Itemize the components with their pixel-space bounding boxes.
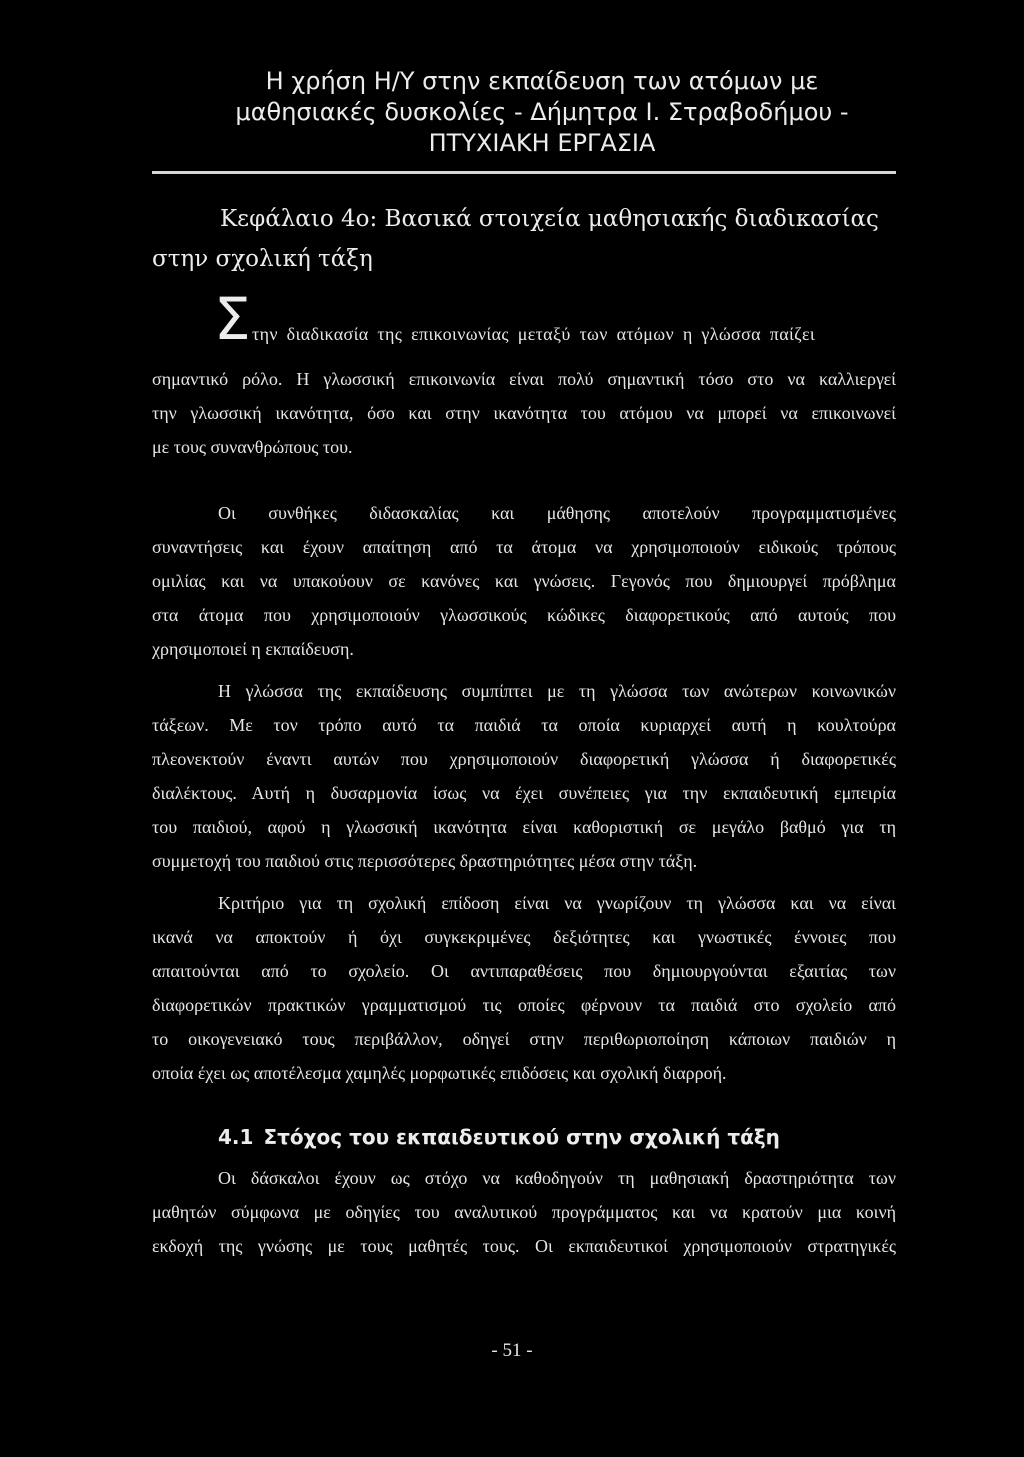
text-line: πλεονεκτούν έναντι αυτών που χρησιμοποιούν διαφορετική γλώσσα ή διαφορετικές [152, 749, 896, 769]
running-header [150, 66, 934, 159]
text-line: διαφορετικών πρακτικών γραμματισμού τις οποίες φέρνουν τα παιδιά στο σχολείο από [152, 995, 896, 1015]
header-line-3: ΠΤΥΧΙΑΚΗ ΕΡΓΑΣΙΑ [428, 129, 656, 157]
text-line: εκδοχή της γνώσης με τους μαθητές τους. Οι εκπαιδευτικοί χρησιμοποιούν στρατηγικές [152, 1236, 896, 1256]
text-line: Κριτήριο για τη σχολική επίδοση είναι να γνωρίζουν τη γλώσσα και να είναι [218, 893, 896, 913]
paragraph-3 [152, 886, 896, 1090]
chapter-title-line-1: Κεφάλαιο 4ο: Βασικά στοιχεία μαθησιακής διαδικασίας [220, 206, 879, 232]
section-number: 4.1 [218, 1125, 254, 1149]
text-line: του παιδιού, αφού η γλωσσική ικανότητα είναι καθοριστική σε μεγάλο βαθμό για τη [152, 817, 896, 837]
text-line: συναντήσεις και έχουν απαίτηση από τα άτομα να χρησιμοποιούν ειδικούς τρόπους [152, 537, 896, 557]
intro-paragraph [152, 362, 896, 464]
section-title: Στόχος του εκπαιδευτικού στην σχολική τάξη [263, 1125, 780, 1149]
text-line: τάξεων. Με τον τρόπο αυτό τα παιδιά τα οποία κυριαρχεί αυτή η κουλτούρα [152, 715, 896, 735]
text-line: στα άτομα που χρησιμοποιούν γλωσσικούς κώδικες διαφορετικούς από αυτούς που [152, 605, 896, 625]
text-line: το οικογενειακό τους περιβάλλον, οδηγεί στην περιθωριοποίηση κάποιων παιδιών η [152, 1029, 896, 1049]
chapter-title-line-2: στην σχολική τάξη [152, 246, 373, 272]
paragraph-1 [152, 496, 896, 666]
paragraph-2 [152, 674, 896, 878]
header-rule [152, 171, 896, 174]
section-heading [218, 1125, 790, 1149]
page-number: - 51 - [491, 1340, 533, 1361]
text-line: την γλωσσική ικανότητα, όσο και στην ικανότητα του ατόμου να μπορεί να επικοινωνεί [152, 403, 896, 423]
header-line-1: Η χρήση Η/Υ στην εκπαίδευση των ατόμων με [265, 67, 819, 95]
text-line: Η γλώσσα της εκπαίδευσης συμπίπτει με τη γλώσσα των ανώτερων κοινωνικών [218, 681, 896, 701]
section-paragraph [152, 1161, 896, 1263]
text-line: με τους συνανθρώπους του. [152, 437, 353, 457]
drop-cap: Σ [214, 285, 251, 353]
text-line: Οι δάσκαλοι έχουν ως στόχο να καθοδηγούν τη μαθησιακή δραστηριότητα των [218, 1168, 896, 1188]
text-line: οποία έχει ως αποτέλεσμα χαμηλές μορφωτικές επιδόσεις και σχολική διαρροή. [152, 1063, 727, 1083]
intro-first-line-text: την διαδικασία της επικοινωνίας μεταξύ των ατόμων η γλώσσα παίζει [252, 324, 816, 344]
text-line: χρησιμοποιεί η εκπαίδευση. [152, 639, 354, 659]
text-line: απαιτούνται από το σχολείο. Οι αντιπαραθέσεις που δημιουργούνται εξαιτίας των [152, 961, 896, 981]
text-line: ομιλίας και να υπακούουν σε κανόνες και γνώσεις. Γεγονός που δημιουργεί πρόβλημα [152, 571, 896, 591]
header-line-2: μαθησιακές δυσκολίες - Δήμητρα Ι. Στραβοδήμου - [235, 98, 849, 126]
text-line: μαθητών σύμφωνα με οδηγίες του αναλυτικού προγράμματος και να κρατούν μια κοινή [152, 1202, 896, 1222]
text-line: σημαντικό ρόλο. Η γλωσσική επικοινωνία είναι πολύ σημαντική τόσο στο να καλλιεργεί [152, 369, 896, 389]
chapter-title [152, 199, 912, 279]
text-line: Οι συνθήκες διδασκαλίας και μάθησης αποτελούν προγραμματισμένες [218, 503, 896, 523]
text-line: συμμετοχή του παιδιού στις περισσότερες δραστηριότητες μέσα στην τάξη. [152, 851, 698, 871]
text-line: ικανά να αποκτούν ή όχι συγκεκριμένες δεξιότητες και γνωστικές έννοιες που [152, 927, 896, 947]
text-line: διαλέκτους. Αυτή η δυσαρμονία ίσως να έχει συνέπειες για την εκπαιδευτική εμπειρία [152, 783, 896, 803]
